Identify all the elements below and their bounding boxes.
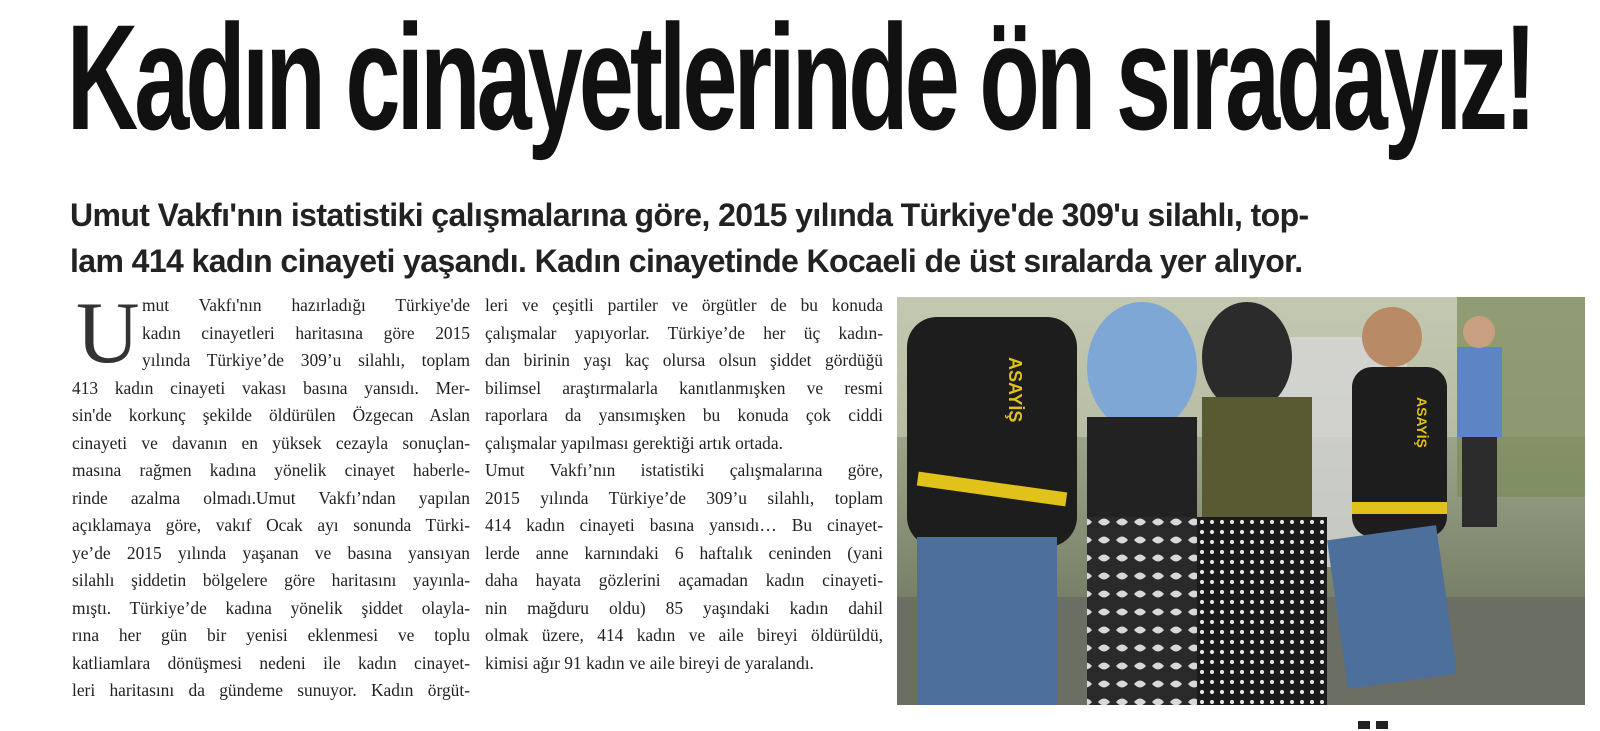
column-2-line: lerde anne karnındaki 6 haftalık ceninden (yani — [485, 542, 883, 563]
subheadline-line-2: lam 414 kadın cinayeti yaşandı. Kadın cinayetinde Kocaeli de üst sıralarda yer alıyor. — [70, 243, 1303, 279]
column-2-line: dan birinin yaşı kaç olursa olsun şiddet gördüğü — [485, 350, 883, 370]
column-1-line: sin'de korkunç şekilde öldürülen Özgecan Aslan — [72, 405, 470, 425]
column-2-line: leri ve çeşitli partiler ve örgütler de bu konuda — [485, 295, 883, 315]
column-2-line: çalışmalar yapılması gerektiği artık ortada. — [485, 432, 783, 453]
column-1-line: rına her gün bir yenisi eklenmesi ve toplu — [72, 625, 470, 645]
column-1-line: cinayeti ve davanın en yüksek cezayla sonuçlan- — [72, 432, 470, 453]
page-edge-mark — [1358, 715, 1402, 729]
column-1-line: ye’de 2015 yılında yaşanan ve basına yansıyan — [72, 542, 470, 563]
subheadline — [70, 192, 1590, 284]
column-1-line: leri haritasını da gündeme sunuyor. Kadın örgüt- — [72, 680, 470, 700]
headline: Kadın cinayetlerinde ön sıradayız! — [66, 2, 1534, 161]
column-1-line: masına rağmen kadına yönelik cinayet haberle- — [72, 460, 470, 480]
officer-left — [907, 317, 1077, 705]
column-2-line: raporlara da yansımışken bu konuda çok ciddi — [485, 405, 883, 425]
column-1-line: 413 kadın cinayeti vakası basına yansıdı. Mer- — [72, 377, 470, 398]
dropcap-letter: U — [76, 285, 140, 382]
vest-label-right: ASAYİŞ — [1414, 397, 1430, 448]
column-2-line: Umut Vakfı’nın istatistiki çalışmalarına göre, — [485, 460, 883, 480]
article-column-1 — [72, 285, 470, 705]
column-2-line: 2015 yılında Türkiye’de 309’u silahlı, toplam — [485, 487, 883, 508]
article-column-2 — [485, 292, 883, 677]
column-2-line: olmak üzere, 414 kadın ve aile bireyi öldürüldü, — [485, 625, 883, 645]
subheadline-line-1: Umut Vakfı'nın istatistiki çalışmalarına göre, 2015 yılında Türkiye'de 309'u silahlı, top- — [70, 197, 1309, 233]
dropcap-block — [72, 285, 470, 382]
column-1-line: katliamlara dönüşmesi nedeni ile kadın cinayet- — [72, 652, 470, 673]
column-1-line: kadın cinayetleri haritasına göre 2015 — [142, 322, 470, 343]
column-2-line: kimisi ağır 91 kadın ve aile bireyi de yaralandı. — [485, 652, 814, 673]
column-2-line: daha hayata gözlerini açamadan kadın cinayeti- — [485, 570, 883, 590]
woman-center-left — [1087, 302, 1207, 705]
column-1-line: yılında Türkiye’de 309’u silahlı, toplam — [142, 350, 470, 370]
column-1-line: silahlı şiddetin bölgelere göre haritasını yayınla- — [72, 570, 470, 590]
officer-left-jeans — [917, 537, 1057, 705]
column-2-line: bilimsel araştırmalarla kanıtlanmışken ve resmi — [485, 377, 883, 398]
column-2-line: nin mağduru oldu) 85 yaşındaki kadın dahil — [485, 597, 883, 618]
column-2-line: çalışmalar yapıyorlar. Türkiye’de her üç kadın- — [485, 322, 883, 343]
news-photo-illustration — [897, 297, 1585, 705]
headline-container — [0, 2, 1600, 172]
vest-label-left: ASAYİŞ — [1005, 357, 1025, 423]
column-1-line: mıştı. Türkiye’de kadına yönelik şiddet olayla- — [72, 597, 470, 618]
news-photo — [897, 297, 1585, 705]
column-1-line: rinde azalma olmadı.Umut Vakfı’ndan yapılan — [72, 487, 470, 508]
column-1-line: açıklamaya göre, vakıf Ocak ayı sonunda Türki- — [72, 515, 470, 535]
column-1-line: mut Vakfı'nın hazırladığı Türkiye'de — [142, 295, 470, 315]
column-2-line: 414 kadın cinayeti basına yansıdı… Bu cinayet- — [485, 515, 883, 535]
police-officer — [1457, 316, 1502, 527]
